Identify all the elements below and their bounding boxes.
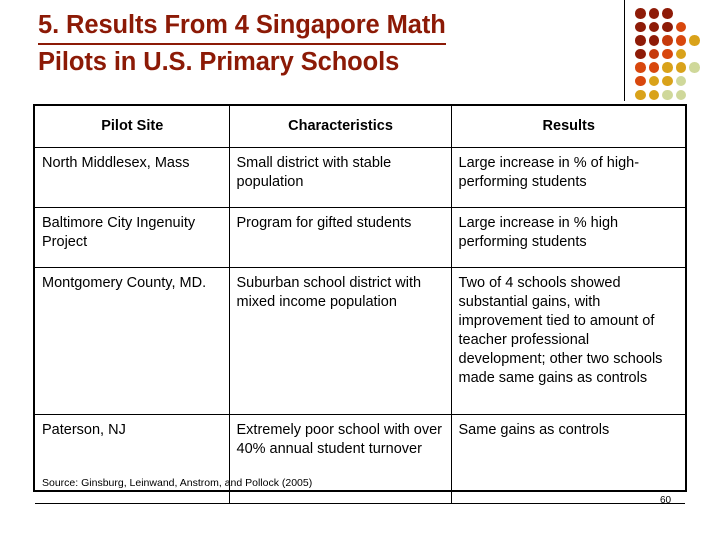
cell-pilot-site: Montgomery County, MD. <box>35 268 229 415</box>
dot-icon <box>649 49 660 60</box>
page-number-value: 60 <box>660 495 672 506</box>
pilot-results-table <box>35 106 685 504</box>
cell-characteristics: Small district with stable population <box>229 148 451 208</box>
dot-icon <box>662 49 673 60</box>
cell-pilot-site: Baltimore City Ingenuity Project <box>35 208 229 268</box>
page-title <box>38 8 603 79</box>
dot-icon <box>649 76 660 87</box>
cell-results: Same gains as controls <box>451 415 685 504</box>
table-row <box>35 148 685 208</box>
dot-row <box>635 8 703 22</box>
source-note: Source: Ginsburg, Leinwand, Anstrom, and Pollock (2005) <box>42 477 313 489</box>
dot-icon <box>649 62 660 73</box>
dot-row <box>635 90 703 104</box>
column-header-results: Results <box>451 106 685 148</box>
title-line-2: Pilots in U.S. Primary Schools <box>38 48 400 76</box>
dot-row <box>635 62 703 76</box>
column-header-characteristics: Characteristics <box>229 106 451 148</box>
dot-icon <box>689 62 700 73</box>
dot-icon <box>635 62 646 73</box>
dot-icon <box>689 35 700 46</box>
dot-icon <box>635 8 646 19</box>
cell-results: Large increase in % of high-performing students <box>451 148 685 208</box>
dot-icon <box>635 49 646 60</box>
cell-characteristics: Program for gifted students <box>229 208 451 268</box>
dot-icon <box>649 90 660 101</box>
dot-icon <box>676 90 687 101</box>
table-row <box>35 268 685 415</box>
dot-icon <box>635 35 646 46</box>
dot-icon <box>662 76 673 87</box>
dot-icon <box>649 22 660 33</box>
dot-row <box>635 76 703 90</box>
dot-grid-rows <box>635 8 703 103</box>
dot-icon <box>662 62 673 73</box>
dot-icon <box>635 22 646 33</box>
dot-icon <box>635 76 646 87</box>
dot-icon <box>676 62 687 73</box>
dot-row <box>635 49 703 63</box>
dot-icon <box>649 35 660 46</box>
cell-results: Two of 4 schools showed substantial gains, with improvement tied to amount of teacher professional development; other two schools made same gains as controls <box>451 268 685 415</box>
dot-icon <box>662 90 673 101</box>
dot-icon <box>649 8 660 19</box>
cell-characteristics: Suburban school district with mixed income population <box>229 268 451 415</box>
cell-characteristics: Extremely poor school with over 40% annual student turnover <box>229 415 451 504</box>
dot-icon <box>662 35 673 46</box>
decorative-dot-grid <box>624 0 720 104</box>
dot-icon <box>676 76 687 87</box>
column-header-pilot-site: Pilot Site <box>35 106 229 148</box>
dot-icon <box>676 22 687 33</box>
cell-results: Large increase in % high performing students <box>451 208 685 268</box>
dot-icon <box>635 90 646 101</box>
dot-row <box>635 22 703 36</box>
dot-icon <box>676 35 687 46</box>
title-line-1: 5. Results From 4 Singapore Math <box>38 8 446 45</box>
dot-icon <box>676 49 687 60</box>
content-box <box>33 104 687 492</box>
cell-pilot-site: Paterson, NJ <box>35 415 229 504</box>
dot-row <box>635 35 703 49</box>
vertical-divider <box>624 0 625 101</box>
table-row <box>35 415 685 504</box>
dot-icon <box>662 8 673 19</box>
table-row <box>35 208 685 268</box>
cell-pilot-site: North Middlesex, Mass <box>35 148 229 208</box>
dot-icon <box>662 22 673 33</box>
table-header-row <box>35 106 685 148</box>
